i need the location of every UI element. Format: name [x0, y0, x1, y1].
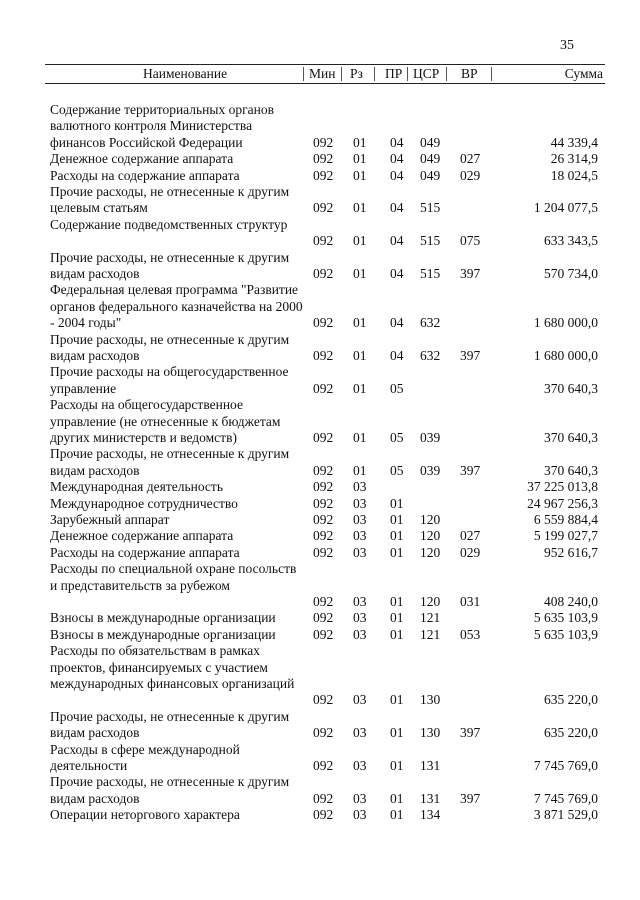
table-row — [0, 807, 640, 823]
row-csr-code: 049 — [420, 134, 441, 150]
table-row — [0, 774, 640, 807]
header-vr: ВР — [461, 66, 478, 81]
row-name: Прочие расходы, не отнесенные к другим видам расходов — [50, 331, 290, 363]
table-header — [45, 64, 605, 84]
table-row — [0, 561, 640, 610]
row-sum: 6 559 884,4 — [533, 511, 598, 527]
row-rz-code: 01 — [353, 462, 367, 478]
row-name: Прочие расходы на общегосударственное управление — [50, 364, 289, 396]
row-min-code: 092 — [313, 315, 334, 331]
row-csr-code: 039 — [420, 429, 441, 445]
row-pr-code: 04 — [390, 347, 404, 363]
row-name: Расходы по обязательствам в рамках проектов, финансируемых с участием международных финансовых организаций — [50, 643, 295, 691]
row-name: Международное сотрудничество — [50, 495, 238, 511]
row-pr-code: 05 — [390, 380, 404, 396]
table-row — [0, 168, 640, 184]
row-pr-code: 01 — [390, 511, 404, 527]
row-sum: 7 745 769,0 — [533, 757, 598, 773]
row-name: Денежное содержание аппарата — [50, 151, 234, 167]
row-csr-code: 515 — [420, 200, 441, 216]
row-min-code: 092 — [313, 380, 334, 396]
row-sum: 24 967 256,3 — [527, 495, 598, 511]
row-pr-code: 01 — [390, 790, 404, 806]
row-min-code: 092 — [313, 807, 334, 823]
row-sum: 37 225 013,8 — [527, 479, 598, 495]
row-vr-code: 027 — [460, 151, 481, 167]
page-number: 35 — [560, 38, 574, 53]
row-name: Прочие расходы, не отнесенные к другим видам расходов — [50, 446, 290, 478]
table-row — [0, 610, 640, 626]
row-csr-code: 131 — [420, 757, 441, 773]
row-csr-code: 515 — [420, 265, 441, 281]
row-csr-code: 515 — [420, 233, 441, 249]
row-csr-code: 632 — [420, 315, 441, 331]
row-rz-code: 01 — [353, 134, 367, 150]
row-name: Прочие расходы, не отнесенные к другим видам расходов — [50, 249, 290, 281]
row-pr-code: 01 — [390, 593, 404, 609]
row-rz-code: 03 — [353, 544, 367, 560]
table-row — [0, 397, 640, 446]
table-row — [0, 479, 640, 495]
row-sum: 18 024,5 — [550, 167, 598, 183]
row-sum: 570 734,0 — [544, 265, 598, 281]
row-name: Операции неторгового характера — [50, 807, 240, 823]
row-sum: 635 220,0 — [544, 692, 598, 708]
header-min: Мин — [309, 66, 336, 81]
row-pr-code: 01 — [390, 528, 404, 544]
row-rz-code: 01 — [353, 167, 367, 183]
row-rz-code: 03 — [353, 807, 367, 823]
row-csr-code: 049 — [420, 167, 441, 183]
table-row — [0, 512, 640, 528]
row-sum: 5 635 103,9 — [533, 610, 598, 626]
row-rz-code: 03 — [353, 626, 367, 642]
row-min-code: 092 — [313, 347, 334, 363]
row-pr-code: 01 — [390, 544, 404, 560]
row-min-code: 092 — [313, 528, 334, 544]
row-csr-code: 121 — [420, 626, 441, 642]
row-vr-code: 397 — [460, 790, 481, 806]
row-min-code: 092 — [313, 462, 334, 478]
row-vr-code: 029 — [460, 167, 481, 183]
table-row — [0, 151, 640, 167]
row-name: Расходы на общегосударственное управление (не отнесенные к бюджетам других министерств и ведомств) — [50, 397, 281, 445]
row-pr-code: 01 — [390, 610, 404, 626]
row-rz-code: 03 — [353, 495, 367, 511]
row-vr-code: 075 — [460, 233, 481, 249]
row-sum: 26 314,9 — [550, 151, 598, 167]
row-sum: 370 640,3 — [544, 380, 598, 396]
row-sum: 1 680 000,0 — [533, 347, 598, 363]
row-csr-code: 130 — [420, 725, 441, 741]
header-rz: Рз — [350, 66, 363, 81]
row-name: Зарубежный аппарат — [50, 512, 170, 527]
row-pr-code: 01 — [390, 626, 404, 642]
header-divider — [374, 67, 375, 81]
header-sum: Сумма — [564, 66, 603, 81]
row-name: Содержание территориальных органов валютного контроля Министерства финансов Российской Федерации — [50, 102, 274, 150]
row-rz-code: 01 — [353, 151, 367, 167]
row-csr-code: 120 — [420, 544, 441, 560]
table-row — [0, 742, 640, 775]
row-name: Расходы по специальной охране посольств и представительств за рубежом — [50, 561, 297, 593]
row-sum: 3 871 529,0 — [533, 807, 598, 823]
row-pr-code: 04 — [390, 200, 404, 216]
row-name: Международная деятельность — [50, 479, 223, 495]
row-rz-code: 01 — [353, 347, 367, 363]
table-row — [0, 332, 640, 365]
table-row — [0, 364, 640, 397]
row-rz-code: 01 — [353, 429, 367, 445]
row-pr-code: 05 — [390, 462, 404, 478]
header-pr: ПР — [385, 66, 403, 81]
row-sum: 44 339,4 — [550, 134, 598, 150]
row-sum: 370 640,3 — [544, 462, 598, 478]
header-name: Наименование — [143, 66, 228, 81]
row-sum: 633 343,5 — [544, 233, 598, 249]
row-rz-code: 03 — [353, 528, 367, 544]
row-vr-code: 027 — [460, 528, 481, 544]
table-row — [0, 102, 640, 151]
row-csr-code: 131 — [420, 790, 441, 806]
row-vr-code: 397 — [460, 725, 481, 741]
row-sum: 1 680 000,0 — [533, 315, 598, 331]
header-divider — [446, 67, 447, 81]
row-min-code: 092 — [313, 495, 334, 511]
row-min-code: 092 — [313, 790, 334, 806]
row-name: Денежное содержание аппарата — [50, 528, 234, 544]
row-name: Взносы в международные организации — [50, 610, 276, 626]
table-row — [0, 643, 640, 709]
table-row — [0, 709, 640, 742]
table-row — [0, 496, 640, 512]
row-name: Взносы в международные организации — [50, 626, 276, 642]
row-pr-code: 01 — [390, 692, 404, 708]
table-row — [0, 250, 640, 283]
row-csr-code: 120 — [420, 528, 441, 544]
row-min-code: 092 — [313, 610, 334, 626]
row-rz-code: 03 — [353, 610, 367, 626]
row-min-code: 092 — [313, 692, 334, 708]
row-vr-code: 029 — [460, 544, 481, 560]
table-row — [0, 545, 640, 561]
row-vr-code: 397 — [460, 265, 481, 281]
table-row — [0, 184, 640, 217]
row-name: Федеральная целевая программа "Развитие органов федерального казначейства на 2000 - 2004 годы" — [50, 282, 303, 331]
row-pr-code: 01 — [390, 725, 404, 741]
row-csr-code: 120 — [420, 511, 441, 527]
row-min-code: 092 — [313, 544, 334, 560]
row-name: Прочие расходы, не отнесенные к другим видам расходов — [50, 774, 290, 806]
table-row — [0, 627, 640, 643]
row-name: Расходы в сфере международной деятельности — [50, 741, 240, 773]
row-rz-code: 03 — [353, 692, 367, 708]
header-csr: ЦСР — [413, 66, 440, 81]
row-vr-code: 397 — [460, 347, 481, 363]
row-vr-code: 053 — [460, 626, 481, 642]
row-csr-code: 120 — [420, 593, 441, 609]
row-pr-code: 04 — [390, 233, 404, 249]
row-rz-code: 01 — [353, 233, 367, 249]
row-rz-code: 03 — [353, 593, 367, 609]
row-rz-code: 03 — [353, 725, 367, 741]
header-divider — [341, 67, 342, 81]
header-divider — [491, 67, 492, 81]
table-row — [0, 446, 640, 479]
row-rz-code: 01 — [353, 200, 367, 216]
row-name: Прочие расходы, не отнесенные к другим целевым статьям — [50, 184, 290, 216]
row-sum: 1 204 077,5 — [533, 200, 598, 216]
header-divider — [303, 67, 304, 81]
table-row — [0, 282, 640, 331]
row-pr-code: 01 — [390, 495, 404, 511]
row-min-code: 092 — [313, 593, 334, 609]
row-sum: 370 640,3 — [544, 429, 598, 445]
row-sum: 5 199 027,7 — [533, 528, 598, 544]
row-csr-code: 039 — [420, 462, 441, 478]
row-csr-code: 130 — [420, 692, 441, 708]
row-min-code: 092 — [313, 233, 334, 249]
table-row — [0, 217, 640, 250]
header-divider — [407, 67, 408, 81]
row-pr-code: 05 — [390, 429, 404, 445]
row-pr-code: 04 — [390, 315, 404, 331]
row-min-code: 092 — [313, 200, 334, 216]
row-rz-code: 03 — [353, 790, 367, 806]
row-min-code: 092 — [313, 725, 334, 741]
row-pr-code: 04 — [390, 151, 404, 167]
row-rz-code: 01 — [353, 265, 367, 281]
row-sum: 408 240,0 — [544, 593, 598, 609]
row-min-code: 092 — [313, 429, 334, 445]
row-rz-code: 01 — [353, 315, 367, 331]
row-min-code: 092 — [313, 757, 334, 773]
row-pr-code: 04 — [390, 265, 404, 281]
row-name: Содержание подведомственных структур — [50, 216, 288, 232]
row-csr-code: 134 — [420, 807, 441, 823]
row-rz-code: 03 — [353, 511, 367, 527]
row-sum: 5 635 103,9 — [533, 626, 598, 642]
row-sum: 635 220,0 — [544, 725, 598, 741]
row-pr-code: 01 — [390, 757, 404, 773]
row-min-code: 092 — [313, 167, 334, 183]
row-min-code: 092 — [313, 479, 334, 495]
row-min-code: 092 — [313, 265, 334, 281]
row-pr-code: 01 — [390, 807, 404, 823]
row-pr-code: 04 — [390, 167, 404, 183]
row-name: Расходы на содержание аппарата — [50, 544, 240, 560]
row-sum: 952 616,7 — [544, 544, 598, 560]
row-min-code: 092 — [313, 134, 334, 150]
row-min-code: 092 — [313, 151, 334, 167]
row-min-code: 092 — [313, 626, 334, 642]
row-csr-code: 049 — [420, 151, 441, 167]
row-name: Расходы на содержание аппарата — [50, 167, 240, 183]
row-min-code: 092 — [313, 511, 334, 527]
row-sum: 7 745 769,0 — [533, 790, 598, 806]
table-row — [0, 528, 640, 544]
row-csr-code: 121 — [420, 610, 441, 626]
row-rz-code: 03 — [353, 757, 367, 773]
row-rz-code: 01 — [353, 380, 367, 396]
row-csr-code: 632 — [420, 347, 441, 363]
row-name: Прочие расходы, не отнесенные к другим видам расходов — [50, 708, 290, 741]
row-pr-code: 04 — [390, 134, 404, 150]
row-vr-code: 397 — [460, 462, 481, 478]
row-rz-code: 03 — [353, 479, 367, 495]
row-vr-code: 031 — [460, 593, 481, 609]
